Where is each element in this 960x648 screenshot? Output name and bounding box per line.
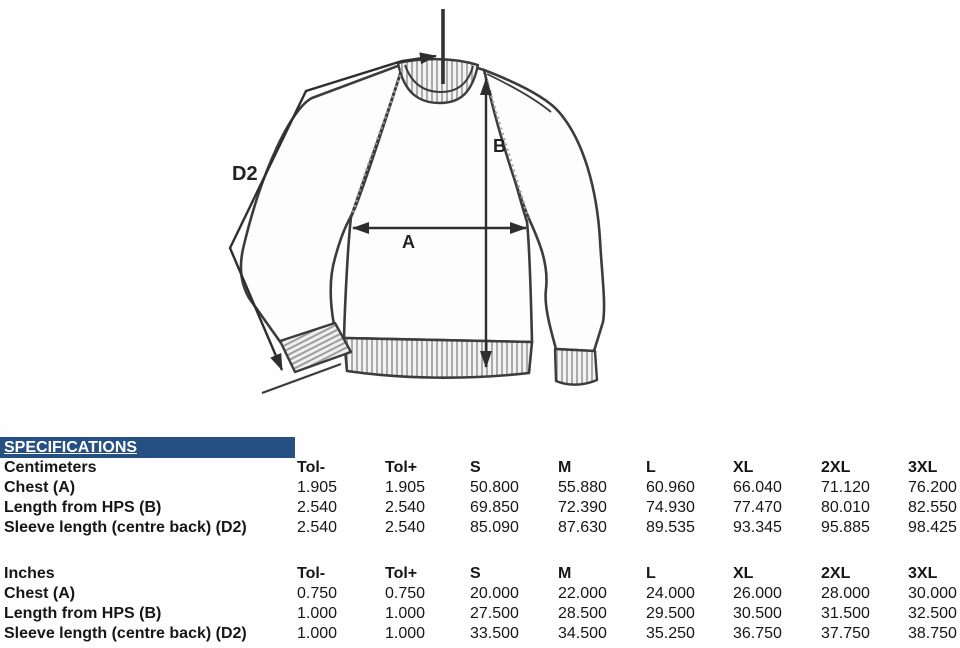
value-cell: 82.550 — [908, 499, 957, 516]
value-cell: 71.120 — [821, 479, 870, 496]
col-header-m: M — [558, 459, 572, 476]
value-cell: 1.000 — [385, 625, 426, 642]
value-cell: 37.750 — [821, 625, 870, 642]
value-cell: 2.540 — [385, 499, 426, 516]
col-header-tol-minus: Tol- — [297, 565, 326, 582]
value-cell: 72.390 — [558, 499, 607, 516]
value-cell: 31.500 — [821, 605, 870, 622]
col-header-tol-minus: Tol- — [297, 459, 326, 476]
value-cell: 74.930 — [646, 499, 695, 516]
value-cell: 98.425 — [908, 519, 957, 536]
col-header-xl: XL — [733, 565, 754, 582]
value-cell: 34.500 — [558, 625, 607, 642]
col-header-3xl: 3XL — [908, 565, 938, 582]
cm-length-row — [0, 498, 960, 518]
value-cell: 2.540 — [297, 519, 338, 536]
value-cell: 1.905 — [385, 479, 426, 496]
in-header-row — [0, 564, 960, 584]
right-cuff — [555, 349, 597, 385]
unit-label: Inches — [4, 565, 55, 582]
col-header-tol-plus: Tol+ — [385, 459, 418, 476]
col-header-2xl: 2XL — [821, 459, 851, 476]
col-header-3xl: 3XL — [908, 459, 938, 476]
value-cell: 66.040 — [733, 479, 782, 496]
value-cell: 22.000 — [558, 585, 607, 602]
col-header-tol-plus: Tol+ — [385, 565, 418, 582]
value-cell: 26.000 — [733, 585, 782, 602]
label-D2: D2 — [232, 163, 258, 185]
row-label: Sleeve length (centre back) (D2) — [4, 625, 247, 642]
col-header-2xl: 2XL — [821, 565, 851, 582]
label-A: A — [402, 232, 415, 252]
value-cell: 95.885 — [821, 519, 870, 536]
value-cell: 36.750 — [733, 625, 782, 642]
value-cell: 28.500 — [558, 605, 607, 622]
col-header-s: S — [470, 565, 481, 582]
value-cell: 1.000 — [297, 625, 338, 642]
value-cell: 32.500 — [908, 605, 957, 622]
value-cell: 1.905 — [297, 479, 338, 496]
value-cell: 35.250 — [646, 625, 695, 642]
value-cell: 85.090 — [470, 519, 519, 536]
row-label: Length from HPS (B) — [4, 605, 162, 622]
value-cell: 2.540 — [297, 499, 338, 516]
label-B: B — [493, 136, 506, 156]
cm-chest-row — [0, 478, 960, 498]
value-cell: 76.200 — [908, 479, 957, 496]
value-cell: 89.535 — [646, 519, 695, 536]
cm-sleeve-row — [0, 518, 960, 538]
value-cell: 50.800 — [470, 479, 519, 496]
value-cell: 27.500 — [470, 605, 519, 622]
row-label: Chest (A) — [4, 585, 76, 602]
value-cell: 93.345 — [733, 519, 782, 536]
value-cell: 2.540 — [385, 519, 426, 536]
col-header-s: S — [470, 459, 481, 476]
cm-header-row — [0, 458, 960, 478]
value-cell: 0.750 — [297, 585, 338, 602]
row-label: Length from HPS (B) — [4, 499, 162, 516]
value-cell: 29.500 — [646, 605, 695, 622]
value-cell: 20.000 — [470, 585, 519, 602]
row-label: Chest (A) — [4, 479, 76, 496]
value-cell: 60.960 — [646, 479, 695, 496]
value-cell: 1.000 — [385, 605, 426, 622]
value-cell: 77.470 — [733, 499, 782, 516]
col-header-l: L — [646, 459, 656, 476]
specifications-header-bar — [0, 437, 295, 458]
value-cell: 55.880 — [558, 479, 607, 496]
col-header-m: M — [558, 565, 572, 582]
value-cell: 80.010 — [821, 499, 870, 516]
in-chest-row — [0, 584, 960, 604]
col-header-l: L — [646, 565, 656, 582]
in-sleeve-row — [0, 624, 960, 644]
value-cell: 30.000 — [908, 585, 957, 602]
in-length-row — [0, 604, 960, 624]
value-cell: 69.850 — [470, 499, 519, 516]
row-label: Sleeve length (centre back) (D2) — [4, 519, 247, 536]
value-cell: 30.500 — [733, 605, 782, 622]
value-cell: 0.750 — [385, 585, 426, 602]
value-cell: 1.000 — [297, 605, 338, 622]
value-cell: 28.000 — [821, 585, 870, 602]
value-cell: 38.750 — [908, 625, 957, 642]
value-cell: 24.000 — [646, 585, 695, 602]
hem-band — [344, 338, 532, 378]
value-cell: 87.630 — [558, 519, 607, 536]
specifications-title: SPECIFICATIONS — [4, 439, 138, 456]
value-cell: 33.500 — [470, 625, 519, 642]
unit-label: Centimeters — [4, 459, 97, 476]
col-header-xl: XL — [733, 459, 754, 476]
